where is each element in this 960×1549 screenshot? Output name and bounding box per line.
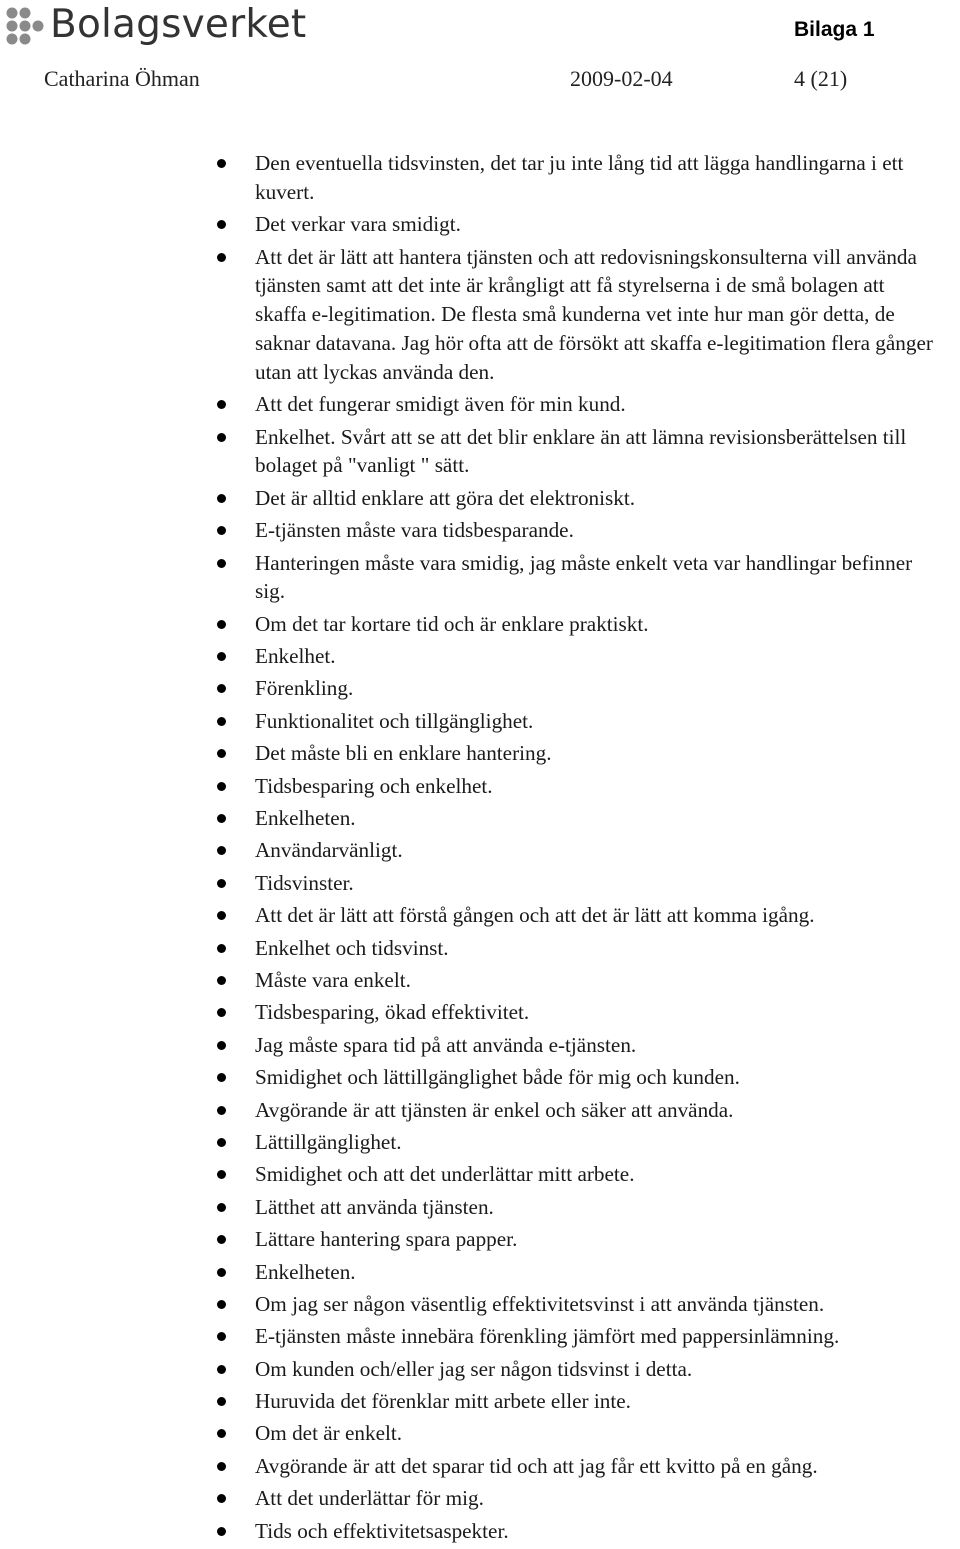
list-item [0, 804, 960, 833]
list-item [0, 1484, 960, 1513]
company-logo [4, 2, 306, 48]
list-item [0, 869, 960, 898]
document-date: 2009-02-04 [570, 66, 673, 91]
list-item [0, 707, 960, 736]
list-item-text: Förenkling. [255, 676, 354, 701]
bullet-icon [217, 433, 226, 442]
list-item [0, 484, 960, 513]
list-item-text: Enkelheten. [255, 806, 356, 831]
list-item-text: Hanteringen måste vara smidig, jag måste enkelt veta var handlingar befinner sig. [255, 550, 913, 604]
bullet-icon [217, 494, 226, 503]
bullet-icon [217, 1462, 226, 1471]
list-item-text: Det måste bli en enklare hantering. [255, 741, 552, 766]
list-item [0, 549, 960, 607]
list-item [0, 149, 960, 207]
list-item [0, 210, 960, 239]
bullet-icon [217, 814, 226, 823]
list-item [0, 1290, 960, 1319]
list-item [0, 516, 960, 545]
list-item-text: Huruvida det förenklar mitt arbete eller inte. [255, 1389, 631, 1414]
bullet-icon [217, 620, 226, 629]
list-item [0, 772, 960, 801]
list-item [0, 1387, 960, 1416]
list-item [0, 836, 960, 865]
bullet-icon [217, 782, 226, 791]
bullet-icon [217, 1527, 226, 1536]
list-item-text: Det verkar vara smidigt. [255, 212, 461, 237]
list-item-text: Den eventuella tidsvinsten, det tar ju inte lång tid att lägga handlingarna i ett kuvert. [255, 151, 904, 204]
list-item-text: Om kunden och/eller jag ser någon tidsvinst i detta. [255, 1356, 693, 1381]
bullet-icon [217, 526, 226, 535]
bullet-icon [217, 1170, 226, 1179]
bullet-icon [217, 1268, 226, 1277]
bullet-icon [217, 879, 226, 888]
list-item [0, 1258, 960, 1287]
bullet-icon [217, 1494, 226, 1503]
list-item [0, 610, 960, 639]
list-item [0, 1096, 960, 1125]
list-item [0, 1063, 960, 1092]
list-item [0, 998, 960, 1027]
list-item-text: Att det fungerar smidigt även för min kund. [255, 392, 626, 417]
bullet-icon [217, 1106, 226, 1115]
bullet-icon [217, 159, 226, 168]
bullet-icon [217, 400, 226, 409]
list-item [0, 1452, 960, 1481]
list-item-text: Avgörande är att det sparar tid och att jag får ett kvitto på en gång. [255, 1453, 818, 1478]
list-item [0, 642, 960, 671]
list-item-text: Enkelhet och tidsvinst. [255, 935, 449, 960]
list-item-text: Om jag ser någon väsentlig effektivitetsvinst i att använda tjänsten. [255, 1291, 825, 1316]
bullet-icon [217, 846, 226, 855]
author-name: Catharina Öhman [44, 66, 200, 91]
list-item-text: Lätthet att använda tjänsten. [255, 1194, 494, 1219]
list-item-text: Avgörande är att tjänsten är enkel och säker att använda. [255, 1097, 734, 1122]
bullet-icon [217, 1138, 226, 1147]
bullet-icon [217, 220, 226, 229]
bullet-icon [217, 1332, 226, 1341]
list-item [0, 1160, 960, 1189]
list-item-text: Lättillgänglighet. [255, 1129, 402, 1154]
bullet-icon [217, 976, 226, 985]
list-item-text: Enkelhet. [255, 644, 336, 669]
list-item [0, 1322, 960, 1351]
list-item-text: Användarvänligt. [255, 838, 403, 863]
list-item [0, 674, 960, 703]
list-item-text: Att det underlättar för mig. [255, 1486, 484, 1511]
attachment-label: Bilaga 1 [794, 18, 875, 41]
list-item-text: Smidighet och lättillgänglighet både för mig och kunden. [255, 1065, 740, 1090]
list-item-text: Det är alltid enklare att göra det elektroniskt. [255, 485, 636, 510]
list-item [0, 1193, 960, 1222]
list-item [0, 1128, 960, 1157]
list-item-text: Om det är enkelt. [255, 1421, 403, 1446]
list-item-text: Att det är lätt att förstå gången och att det är lätt att komma igång. [255, 903, 815, 928]
list-item-text: Enkelhet. Svårt att se att det blir enklare än att lämna revisionsberättelsen till bolaget på "vanligt " sätt. [255, 424, 907, 478]
list-item-text: Tidsbesparing och enkelhet. [255, 773, 493, 798]
list-item [0, 901, 960, 930]
bullet-icon [217, 1235, 226, 1244]
bullet-icon [217, 717, 226, 726]
bullet-icon [217, 1365, 226, 1374]
bullet-icon [217, 1008, 226, 1017]
list-item-text: Tids och effektivitetsaspekter. [255, 1518, 509, 1543]
list-item [0, 1355, 960, 1384]
list-item-text: Tidsvinster. [255, 870, 354, 895]
bullet-icon [217, 911, 226, 920]
list-item-text: Enkelheten. [255, 1259, 356, 1284]
list-item-text: Lättare hantering spara papper. [255, 1227, 518, 1252]
list-item-text: Jag måste spara tid på att använda e-tjänsten. [255, 1032, 637, 1057]
list-item [0, 1225, 960, 1254]
list-item-text: Smidighet och att det underlättar mitt arbete. [255, 1162, 635, 1187]
list-item-text: Om det tar kortare tid och är enklare praktiskt. [255, 611, 649, 636]
list-item [0, 739, 960, 768]
bullet-icon [217, 1397, 226, 1406]
bullet-icon [217, 944, 226, 953]
bullet-icon [217, 652, 226, 661]
list-item [0, 1517, 960, 1546]
list-item [0, 423, 960, 481]
list-item [0, 1031, 960, 1060]
logo-dots-icon [4, 5, 44, 45]
list-item-text: Måste vara enkelt. [255, 968, 411, 992]
list-item-text: Tidsbesparing, ökad effektivitet. [255, 1000, 530, 1025]
list-item-text: E-tjänsten måste vara tidsbesparande. [255, 518, 574, 543]
list-item [0, 1419, 960, 1448]
bullet-icon [217, 1203, 226, 1212]
list-item [0, 966, 960, 995]
list-item-text: Funktionalitet och tillgänglighet. [255, 708, 534, 733]
bullet-icon [217, 253, 226, 262]
bullet-icon [217, 559, 226, 568]
list-item [0, 243, 960, 387]
list-item [0, 390, 960, 419]
list-item-text: Att det är lätt att hantera tjänsten och att redovisningskonsulterna vill använda tjänsten samt att det inte är krångligt att få styrelserna i de små bolagen att skaffa e-legitimation. De flesta små kunderna vet inte hur man gör detta, de saknar datavana. Jag hör ofta att de försökt att skaffa e-legitimation flera gånger utan att lyckas använda den. [255, 244, 933, 384]
bullet-icon [217, 1041, 226, 1050]
bullet-list [0, 149, 960, 1549]
bullet-icon [217, 1300, 226, 1309]
list-item-text: E-tjänsten måste innebära förenkling jämfört med pappersinlämning. [255, 1324, 840, 1349]
logo-wordmark: Bolagsverket [50, 2, 307, 47]
page-number: 4 (21) [794, 66, 848, 91]
bullet-icon [217, 684, 226, 693]
bullet-icon [217, 1429, 226, 1438]
list-item [0, 934, 960, 963]
bullet-icon [217, 749, 226, 758]
bullet-icon [217, 1073, 226, 1082]
